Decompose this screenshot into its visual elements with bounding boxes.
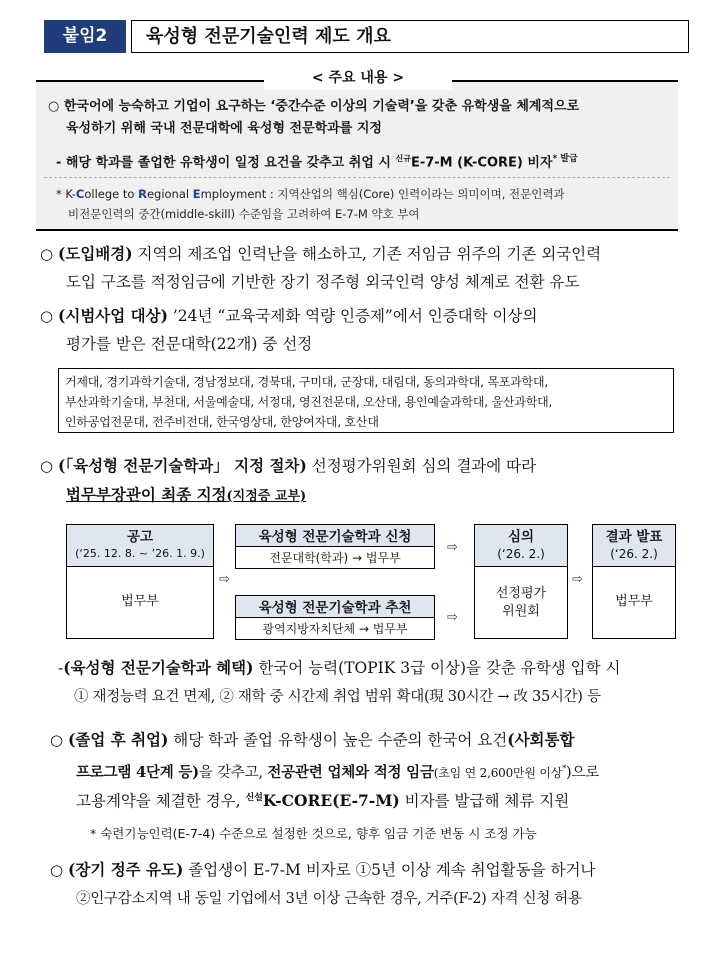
employment-line-1: ○ (졸업 후 취업) 해당 학과 졸업 유학생이 높은 수준의 한국어 요건(사회통합 [50, 730, 575, 749]
schools-line-2: 부산과학기술대, 부천대, 서울예술대, 서정대, 영진전문대, 오산대, 용인예술과학대, 울산과학대, [65, 395, 553, 409]
flow-notice-body: 법무부 [121, 594, 159, 609]
flow-recommend-sub: 광역지방자치단체 → 법무부 [262, 622, 408, 636]
flow-result-body: 법무부 [615, 594, 653, 609]
procedure-line-2: 법무부장관이 최종 지정(지정증 교부) [66, 485, 307, 504]
employment-note: * 숙련기능인력(E-7-4) 수준으로 설정한 것으로, 향후 임금 기준 변동 시 조정 가능 [90, 826, 537, 841]
benefit-line-1: -(육성형 전문기술학과 혜택) 한국어 능력(TOPIK 3급 이상)을 갖춘 유학생 입학 시 [58, 658, 621, 677]
flow-notice-date: (‘25. 12. 8. ~ ’26. 1. 9.) [67, 546, 213, 567]
schools-line-3: 인하공업전문대, 전주비전대, 한국영상대, 한양여자대, 호산대 [65, 415, 379, 429]
summary-line-1: ○ 한국어에 능숙하고 기업이 요구하는 ‘중간수준 이상의 기술력’을 갖춘 유학생을 체계적으로 [48, 99, 580, 114]
settlement-line-2: ②인구감소지역 내 동일 기업에서 3년 이상 근속한 경우, 거주(F-2) 자격 신청 허용 [76, 891, 582, 907]
flow-review-box [474, 524, 568, 639]
schools-line-1: 거제대, 경기과학기술대, 경남정보대, 경북대, 구미대, 군장대, 대림대, 동의과학대, 목포과학대, [65, 375, 548, 389]
flow-apply-sub: 전문대학(학과) → 법무부 [269, 551, 401, 565]
pilot-line-1: ○ (시범사업 대상) ’24년 “교육국제화 역량 인증제”에서 인증대학 이상의 [40, 306, 538, 325]
background-line-2: 도입 구조를 적정임금에 기반한 장기 정주형 외국인력 양성 체계로 전환 유도 [66, 273, 580, 291]
procedure-line-1: ○ (「육성형 전문기술학과」 지정 절차) 선정평가위원회 심의 결과에 따라 [40, 456, 537, 475]
summary-line-3: - 해당 학과를 졸업한 유학생이 일정 요건을 갖추고 취업 시 $^{신규}$E-7-M (K-CORE) 비자$^{* 발급}$ [56, 154, 578, 171]
flow-apply-box [235, 524, 435, 569]
flow-arrow-4: ⇨ [572, 572, 583, 587]
settlement-line-1: ○ (장기 정주 유도) 졸업생이 E-7-M 비자로 ①5년 이상 계속 취업활동을 하거나 [50, 860, 596, 879]
summary-note-1: * K-College to Regional Employment : 지역산업의 핵심(Core) 인력이라는 의미이며, 전문인력과 [56, 187, 565, 201]
flow-result-box [592, 524, 676, 639]
flow-apply-title: 육성형 전문기술학과 신청 [236, 525, 434, 547]
summary-line-2: 육성하기 위해 국내 전문대학에 육성형 전문학과를 지정 [66, 121, 382, 136]
flow-recommend-box [235, 595, 435, 640]
summary-note-2: 비전문인력의 중간(middle-skill) 수준임을 고려하여 E-7-M 약호 부여 [68, 207, 420, 221]
flow-result-title: 결과 발표 [593, 525, 675, 546]
benefit-line-2: ① 재정능력 요건 면제, ② 재학 중 시간제 취업 범위 확대(現 30시간 → 改 35시간) 등 [74, 689, 601, 705]
attachment-badge: 붙임2 [44, 20, 126, 53]
flow-notice-title: 공고 [67, 525, 213, 546]
flow-review-title: 심의 [475, 525, 567, 546]
flow-arrow-1: ⇨ [219, 572, 230, 587]
flow-arrow-3: ⇨ [447, 610, 458, 625]
flow-notice-box [66, 524, 214, 639]
employment-line-2: 프로그램 4단계 등)을 갖추고, 전공관련 업체와 적정 임금(초임 연 2,600만원 이상*)으로 [76, 763, 600, 781]
employment-line-3: 고용계약을 체결한 경우, $^{신설}$K-CORE(E-7-M) 비자를 발급해 체류 지원 [76, 791, 570, 811]
page-title: 육성형 전문기술인력 제도 개요 [131, 20, 689, 53]
background-line-1: ○ (도입배경) 지역의 제조업 인력난을 해소하고, 기존 저임금 위주의 기존 외국인력 [40, 244, 602, 263]
summary-heading: < 주요 내용 > [264, 66, 452, 90]
pilot-line-2: 평가를 받은 전문대학(22개) 중 선정 [66, 335, 313, 353]
flow-review-body: 선정평가 위원회 [495, 586, 547, 619]
flow-arrow-2: ⇨ [447, 540, 458, 555]
summary-divider [44, 177, 670, 178]
flow-review-date: (‘26. 2.) [475, 546, 567, 567]
flow-result-date: (‘26. 2.) [593, 546, 675, 567]
schools-list-box [58, 368, 674, 433]
flow-recommend-title: 육성형 전문기술학과 추천 [236, 596, 434, 618]
